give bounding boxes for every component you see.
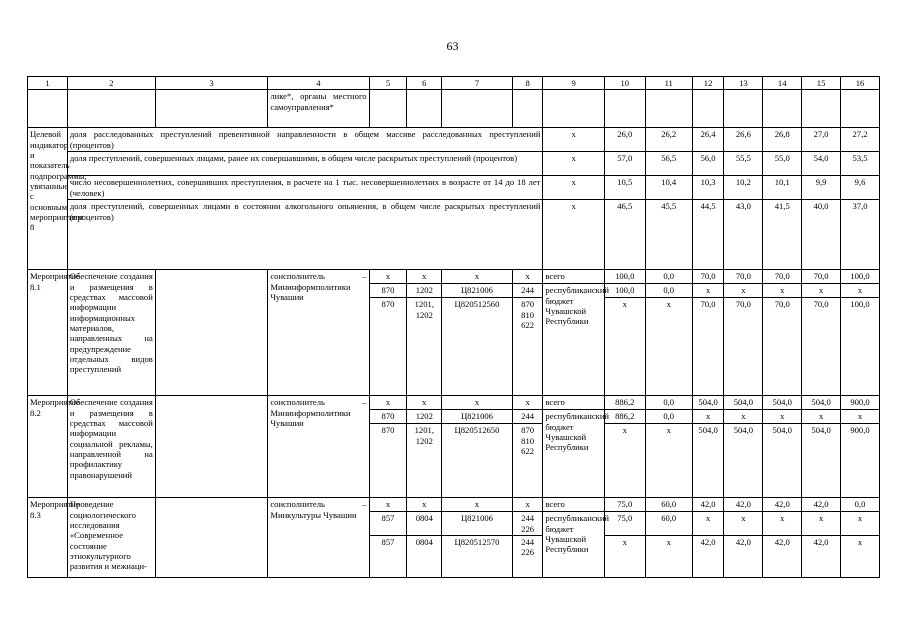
funding-value: 42,0 xyxy=(763,498,802,512)
indicator-value: 44,5 xyxy=(692,200,724,270)
funding-value: x xyxy=(604,424,645,498)
funding-value: 60,0 xyxy=(645,512,692,536)
measure-blank xyxy=(155,270,268,396)
measure-row xyxy=(28,270,880,284)
budget-code: 870 xyxy=(369,424,407,498)
funding-value: x xyxy=(645,298,692,396)
funding-value: 886,2 xyxy=(604,396,645,410)
funding-value: x xyxy=(841,535,880,577)
indicator-value: 56,5 xyxy=(645,152,692,176)
indicator-value: 26,0 xyxy=(604,128,645,152)
indicator-value: 55,0 xyxy=(763,152,802,176)
funding-value: 42,0 xyxy=(763,535,802,577)
target-code: x xyxy=(442,396,513,410)
funding-value: x xyxy=(724,512,763,536)
funding-value: 900,0 xyxy=(841,396,880,410)
measure-name: Мероприятие 8.1 xyxy=(28,270,68,396)
indicator-value: 26,4 xyxy=(692,128,724,152)
funding-value: 42,0 xyxy=(802,535,841,577)
col-header: 1 xyxy=(28,77,68,90)
indicator-value: 55,5 xyxy=(724,152,763,176)
indicator-row xyxy=(28,176,880,200)
indicator-value: 43,0 xyxy=(724,200,763,270)
indicator-value: 10,3 xyxy=(692,176,724,200)
target-code: Ц821006 xyxy=(442,512,513,536)
expense-code: x xyxy=(512,498,543,512)
measure-executor: соисполнитель – Минкультуры Чувашии xyxy=(268,498,369,578)
funding-value: 42,0 xyxy=(724,535,763,577)
section-code: 1201, 1202 xyxy=(407,424,442,498)
indicator-value: 46,5 xyxy=(604,200,645,270)
funding-value: 75,0 xyxy=(604,498,645,512)
indicator-value: 9,9 xyxy=(802,176,841,200)
col-header: 16 xyxy=(841,77,880,90)
expense-code: 244 xyxy=(512,410,543,424)
program-table xyxy=(27,76,880,578)
funding-value: 42,0 xyxy=(692,535,724,577)
carry-over-row xyxy=(28,90,880,128)
col-header: 11 xyxy=(645,77,692,90)
funding-value: 75,0 xyxy=(604,512,645,536)
indicator-value: 9,6 xyxy=(841,176,880,200)
funding-value: 100,0 xyxy=(841,298,880,396)
section-code: 1202 xyxy=(407,284,442,298)
budget-code: 870 xyxy=(369,298,407,396)
col-header: 6 xyxy=(407,77,442,90)
indicator-value: 54,0 xyxy=(802,152,841,176)
funding-value: 60,0 xyxy=(645,498,692,512)
indicator-value: 10,5 xyxy=(604,176,645,200)
funding-value: x xyxy=(724,410,763,424)
target-indicator-label: Целевой индикатор и показатель подпрограммы, увязанные с основным мероприятием 8 xyxy=(28,128,68,270)
col-header: 13 xyxy=(724,77,763,90)
measure-blank xyxy=(155,498,268,578)
indicator-value: 27,2 xyxy=(841,128,880,152)
measure-name: Мероприятие 8.2 xyxy=(28,396,68,498)
funding-value: 0,0 xyxy=(645,410,692,424)
indicator-value: 57,0 xyxy=(604,152,645,176)
budget-code: x xyxy=(369,270,407,284)
funding-source: республиканский бюджет Чувашской Республики xyxy=(543,410,604,498)
section-code: x xyxy=(407,396,442,410)
indicator-value: 27,0 xyxy=(802,128,841,152)
funding-value: x xyxy=(841,284,880,298)
funding-value: 0,0 xyxy=(645,284,692,298)
section-code: 1202 xyxy=(407,410,442,424)
indicator-source: x xyxy=(543,200,604,270)
funding-value: 70,0 xyxy=(763,298,802,396)
target-code: x xyxy=(442,270,513,284)
indicator-source: x xyxy=(543,128,604,152)
budget-code: 857 xyxy=(369,512,407,536)
funding-value: x xyxy=(645,424,692,498)
indicator-text: число несовершеннолетних, совершивших преступления, в расчете на 1 тыс. несовершеннолетних в возрасте от 14 до 18 лет (человек) xyxy=(67,176,543,200)
indicator-source: x xyxy=(543,152,604,176)
budget-code: x xyxy=(369,498,407,512)
header-row xyxy=(28,77,880,90)
expense-code: 244 226 xyxy=(512,512,543,536)
section-code: 0804 xyxy=(407,535,442,577)
budget-code: 870 xyxy=(369,410,407,424)
indicator-value: 26,2 xyxy=(645,128,692,152)
col-header: 3 xyxy=(155,77,268,90)
funding-value: x xyxy=(692,284,724,298)
funding-value: 886,2 xyxy=(604,410,645,424)
funding-value: 504,0 xyxy=(692,396,724,410)
measure-executor: соисполнитель – Мининформполитики Чувашии xyxy=(268,396,369,498)
indicator-row xyxy=(28,200,880,270)
funding-source: всего xyxy=(543,396,604,410)
funding-value: x xyxy=(645,535,692,577)
funding-value: 900,0 xyxy=(841,424,880,498)
indicator-text: доля преступлений, совершенных лицами, ранее их совершавшими, в общем числе раскрытых преступлений (процентов) xyxy=(67,152,543,176)
col-header: 9 xyxy=(543,77,604,90)
col-header: 4 xyxy=(268,77,369,90)
col-header: 2 xyxy=(67,77,155,90)
funding-value: 504,0 xyxy=(724,424,763,498)
target-code: Ц821006 xyxy=(442,410,513,424)
indicator-value: 10,2 xyxy=(724,176,763,200)
section-code: x xyxy=(407,270,442,284)
measure-name: Мероприятие 8.3 xyxy=(28,498,68,578)
funding-value: x xyxy=(692,512,724,536)
page-number: 63 xyxy=(446,39,459,53)
funding-source: всего xyxy=(543,270,604,284)
measure-row xyxy=(28,396,880,410)
expense-code: x xyxy=(512,396,543,410)
funding-value: x xyxy=(604,535,645,577)
indicator-value: 56,0 xyxy=(692,152,724,176)
section-code: 0804 xyxy=(407,512,442,536)
funding-value: 42,0 xyxy=(802,498,841,512)
indicator-value: 10,4 xyxy=(645,176,692,200)
indicator-value: 37,0 xyxy=(841,200,880,270)
funding-value: x xyxy=(724,284,763,298)
section-code: 1201, 1202 xyxy=(407,298,442,396)
funding-value: 100,0 xyxy=(604,270,645,284)
indicator-value: 41,5 xyxy=(763,200,802,270)
measure-executor: соисполнитель – Мининформполитики Чувашии xyxy=(268,270,369,396)
funding-value: 70,0 xyxy=(802,270,841,284)
funding-value: 70,0 xyxy=(724,270,763,284)
indicator-text: доля преступлений, совершенных лицами в состоянии алкогольного опьянения, в общем числе раскрытых преступлений (процентов) xyxy=(67,200,543,270)
target-code: Ц821006 xyxy=(442,284,513,298)
expense-code: x xyxy=(512,270,543,284)
target-code: Ц820512560 xyxy=(442,298,513,396)
funding-value: x xyxy=(802,512,841,536)
col-header: 5 xyxy=(369,77,407,90)
measure-row xyxy=(28,498,880,512)
measure-description: Проведение социологического исследования «Современное состояние этнокультурного развития и межнаци- xyxy=(67,498,155,578)
indicator-value: 10,1 xyxy=(763,176,802,200)
indicator-row xyxy=(28,152,880,176)
target-code: Ц820512650 xyxy=(442,424,513,498)
budget-code: x xyxy=(369,396,407,410)
funding-value: 100,0 xyxy=(841,270,880,284)
target-code: x xyxy=(442,498,513,512)
indicator-text: доля расследованных преступлений превентивной направленности в общем массиве расследованных преступлений (процентов) xyxy=(67,128,543,152)
expense-code: 870 810 622 xyxy=(512,424,543,498)
funding-value: 0,0 xyxy=(645,396,692,410)
col-header: 8 xyxy=(512,77,543,90)
budget-code: 870 xyxy=(369,284,407,298)
expense-code: 244 226 xyxy=(512,535,543,577)
indicator-row xyxy=(28,128,880,152)
funding-value: 70,0 xyxy=(802,298,841,396)
funding-value: 70,0 xyxy=(692,270,724,284)
measure-description: Обеспечение создания и размещения в средствах массовой информации информационных материалов, направленных на предупреждение отдельных видов преступлений xyxy=(67,270,155,396)
funding-value: 70,0 xyxy=(763,270,802,284)
funding-value: x xyxy=(692,410,724,424)
indicator-value: 45,5 xyxy=(645,200,692,270)
funding-value: x xyxy=(841,512,880,536)
funding-value: 0,0 xyxy=(841,498,880,512)
funding-value: 504,0 xyxy=(802,396,841,410)
funding-value: x xyxy=(604,298,645,396)
carry-over-text: лике*, органы местного самоуправления* xyxy=(268,90,369,128)
funding-value: 42,0 xyxy=(692,498,724,512)
col-header: 12 xyxy=(692,77,724,90)
indicator-value: 26,6 xyxy=(724,128,763,152)
funding-value: 504,0 xyxy=(763,396,802,410)
col-header: 7 xyxy=(442,77,513,90)
indicator-source: x xyxy=(543,176,604,200)
funding-value: 42,0 xyxy=(724,498,763,512)
section-code: x xyxy=(407,498,442,512)
budget-code: 857 xyxy=(369,535,407,577)
funding-source: республиканский бюджет Чувашской Республики xyxy=(543,512,604,578)
funding-value: 100,0 xyxy=(604,284,645,298)
funding-value: 504,0 xyxy=(802,424,841,498)
expense-code: 244 xyxy=(512,284,543,298)
indicator-value: 26,8 xyxy=(763,128,802,152)
indicator-value: 40,0 xyxy=(802,200,841,270)
funding-value: 70,0 xyxy=(724,298,763,396)
funding-value: 70,0 xyxy=(692,298,724,396)
funding-value: x xyxy=(802,410,841,424)
funding-value: x xyxy=(763,512,802,536)
expense-code: 870 810 622 xyxy=(512,298,543,396)
funding-value: 504,0 xyxy=(763,424,802,498)
funding-value: x xyxy=(841,410,880,424)
col-header: 15 xyxy=(802,77,841,90)
funding-source: республиканский бюджет Чувашской Республики xyxy=(543,284,604,396)
funding-source: всего xyxy=(543,498,604,512)
indicator-value: 53,5 xyxy=(841,152,880,176)
funding-value: 504,0 xyxy=(724,396,763,410)
measure-blank xyxy=(155,396,268,498)
funding-value: 0,0 xyxy=(645,270,692,284)
funding-value: x xyxy=(802,284,841,298)
col-header: 14 xyxy=(763,77,802,90)
col-header: 10 xyxy=(604,77,645,90)
funding-value: x xyxy=(763,410,802,424)
funding-value: x xyxy=(763,284,802,298)
measure-description: Обеспечение создания и размещения в средствах массовой информации социальной рекламы, направленной на профилактику правонарушений xyxy=(67,396,155,498)
target-code: Ц820512570 xyxy=(442,535,513,577)
funding-value: 504,0 xyxy=(692,424,724,498)
